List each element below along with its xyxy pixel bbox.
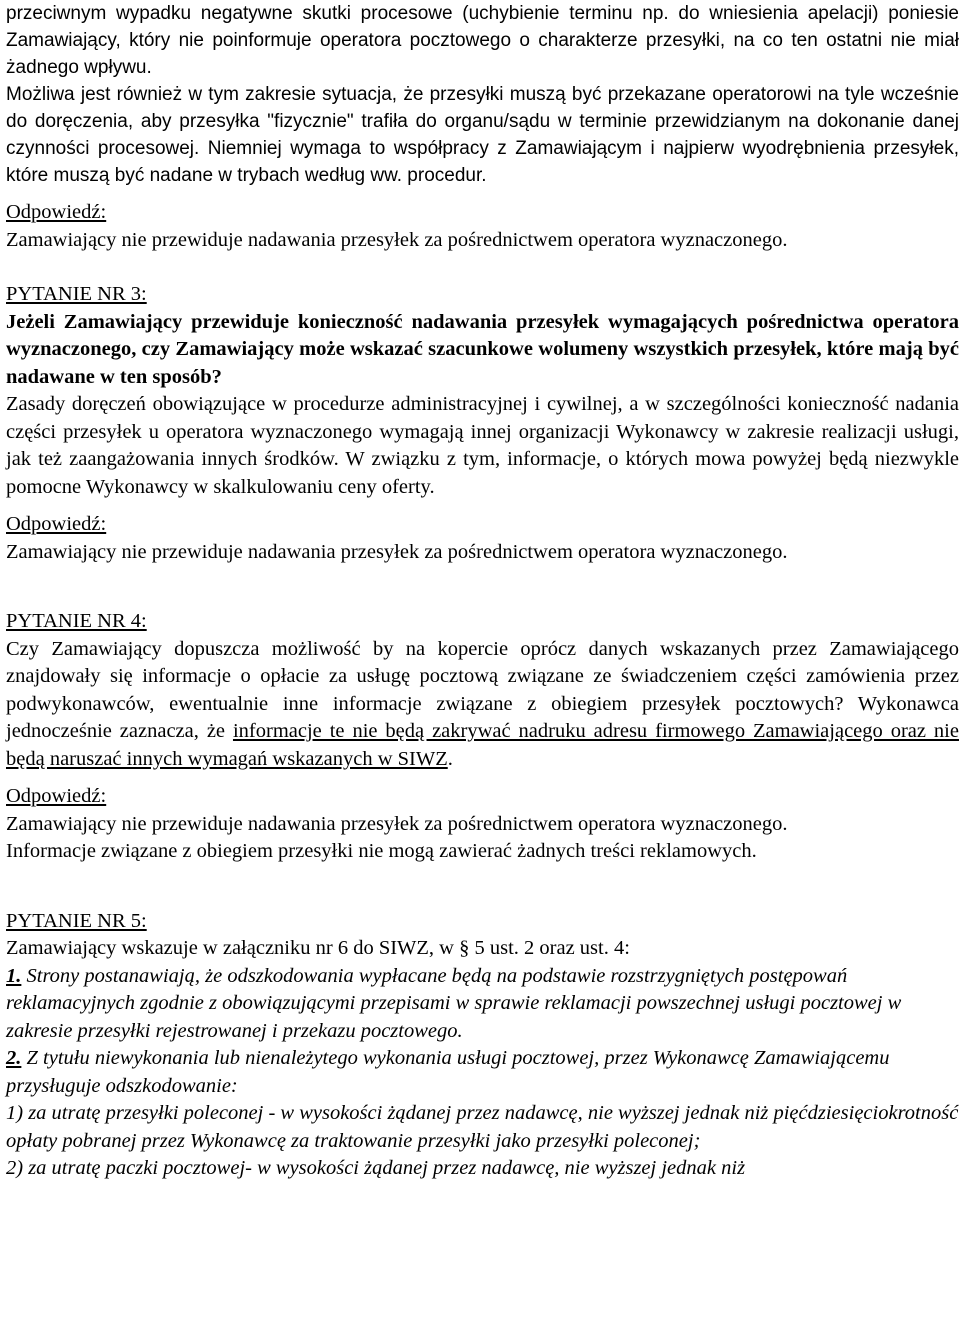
answer-text: Zamawiający nie przewiduje nadawania przesyłek za pośrednictwem operatora wyznaczonego. <box>6 540 788 563</box>
question-4-text: Czy Zamawiający dopuszcza możliwość by na kopercie oprócz danych wskazanych przez Zamawiającego znajdowały się informacje o opłacie za usługę pocztową związane ze świadczeniem części zamówienia przez podwykonawców, ewentualnie inne informacje związane z obiegiem przesyłek pocztowych? Wykonawca jednocześnie zaznacza, że <box>6 637 959 742</box>
question-4-body <box>6 636 959 774</box>
question-5-subitem-1: 1) za utratę przesyłki poleconej - w wysokości żądanej przez nadawcę, nie wyższej jednak niż pięćdziesięciokrotność opłaty pobranej przez Wykonawcę za traktowanie przesyłki jako przesyłki poleconej; <box>6 1102 959 1152</box>
answer-label: Odpowiedź: <box>6 785 107 807</box>
item-text: Z tytułu niewykonania lub nienależytego wykonania usługi pocztowej, przez Wykonawcę Zamawiającemu przysługuje odszkodowanie: <box>6 1047 890 1097</box>
question-4-end: . <box>447 747 453 770</box>
question-3-heading: PYTANIE NR 3: <box>6 283 147 305</box>
question-4-underlined-text: informacje te nie będą zakrywać nadruku adresu firmowego Zamawiającego oraz nie będą naruszać innych wymagań wskazanych w SIWZ <box>6 720 959 770</box>
question-5-item-2 <box>6 1045 959 1100</box>
item-number: 1. <box>6 964 22 987</box>
answer-label: Odpowiedź: <box>6 201 107 223</box>
answer-text: Zamawiający nie przewiduje nadawania przesyłek za pośrednictwem operatora wyznaczonego. <box>6 812 788 835</box>
item-number: 2. <box>6 1047 22 1069</box>
question-4-heading: PYTANIE NR 4: <box>6 610 147 632</box>
question-3-text: Jeżeli Zamawiający przewiduje konieczność nadawania przesyłek wymagających pośrednictwa operatora wyznaczonego, czy Zamawiający może wskazać szacunkowe wolumeny wszystkich przesyłek, które mają być nadawane w ten sposób? <box>6 310 959 388</box>
intro-paragraph-2: Możliwa jest również w tym zakresie sytuacja, że przesyłki muszą być przekazane operatorowi na tyle wcześnie do doręczenia, aby przesyłka "fizycznie" trafiła do organu/sądu w terminie przewidzianym na dokonanie danej czynności procesowej. Niemniej wymaga to współpracy z Zamawiającym i najpierw wyodrębnienia przesyłek, które muszą być nadane w trybach według ww. procedur. <box>6 84 959 186</box>
answer-text-2: Informacje związane z obiegiem przesyłki nie mogą zawierać żadnych treści reklamowych. <box>6 840 757 862</box>
intro-paragraph-1: przeciwnym wypadku negatywne skutki procesowe (uchybienie terminu np. do wniesienia apelacji) poniesie Zamawiający, który nie poinformuje operatora pocztowego o charakterze przesyłki, na co ten ostatni nie miał żadnego wpływu. <box>6 3 959 78</box>
document-page <box>6 0 959 1183</box>
question-3-body: Zasady doręczeń obowiązujące w procedurze administracyjnej i cywilnej, a w szczególności konieczność nadania części przesyłek u operatora wyznaczonego wymagają innej organizacji Wykonawcy w zakresie realizacji usługi, jak też zaangażowania innych środków. W związku z tym, informacje, o których mowa powyżej będą niezwykle pomocne Wykonawcy w skalkulowaniu ceny oferty. <box>6 393 959 498</box>
answer-label: Odpowiedź: <box>6 513 107 535</box>
item-text: Strony postanawiają, że odszkodowania wypłacane będą na podstawie rozstrzygniętych postępowań reklamacyjnych zgodnie z obowiązującymi przepisami w sprawie reklamacji powszechnej usługi pocztowej w zakresie przesyłki rejestrowanej i przekazu pocztowego. <box>6 964 902 1042</box>
answer-text: Zamawiający nie przewiduje nadawania przesyłek za pośrednictwem operatora wyznaczonego. <box>6 228 788 251</box>
question-5-item-1 <box>6 963 959 1046</box>
question-5-heading: PYTANIE NR 5: <box>6 909 147 932</box>
question-5-intro: Zamawiający wskazuje w załączniku nr 6 do SIWZ, w § 5 ust. 2 oraz ust. 4: <box>6 937 630 959</box>
question-5-subitem-2: 2) za utratę paczki pocztowej- w wysokości żądanej przez nadawcę, nie wyższej jednak niż <box>6 1157 746 1179</box>
